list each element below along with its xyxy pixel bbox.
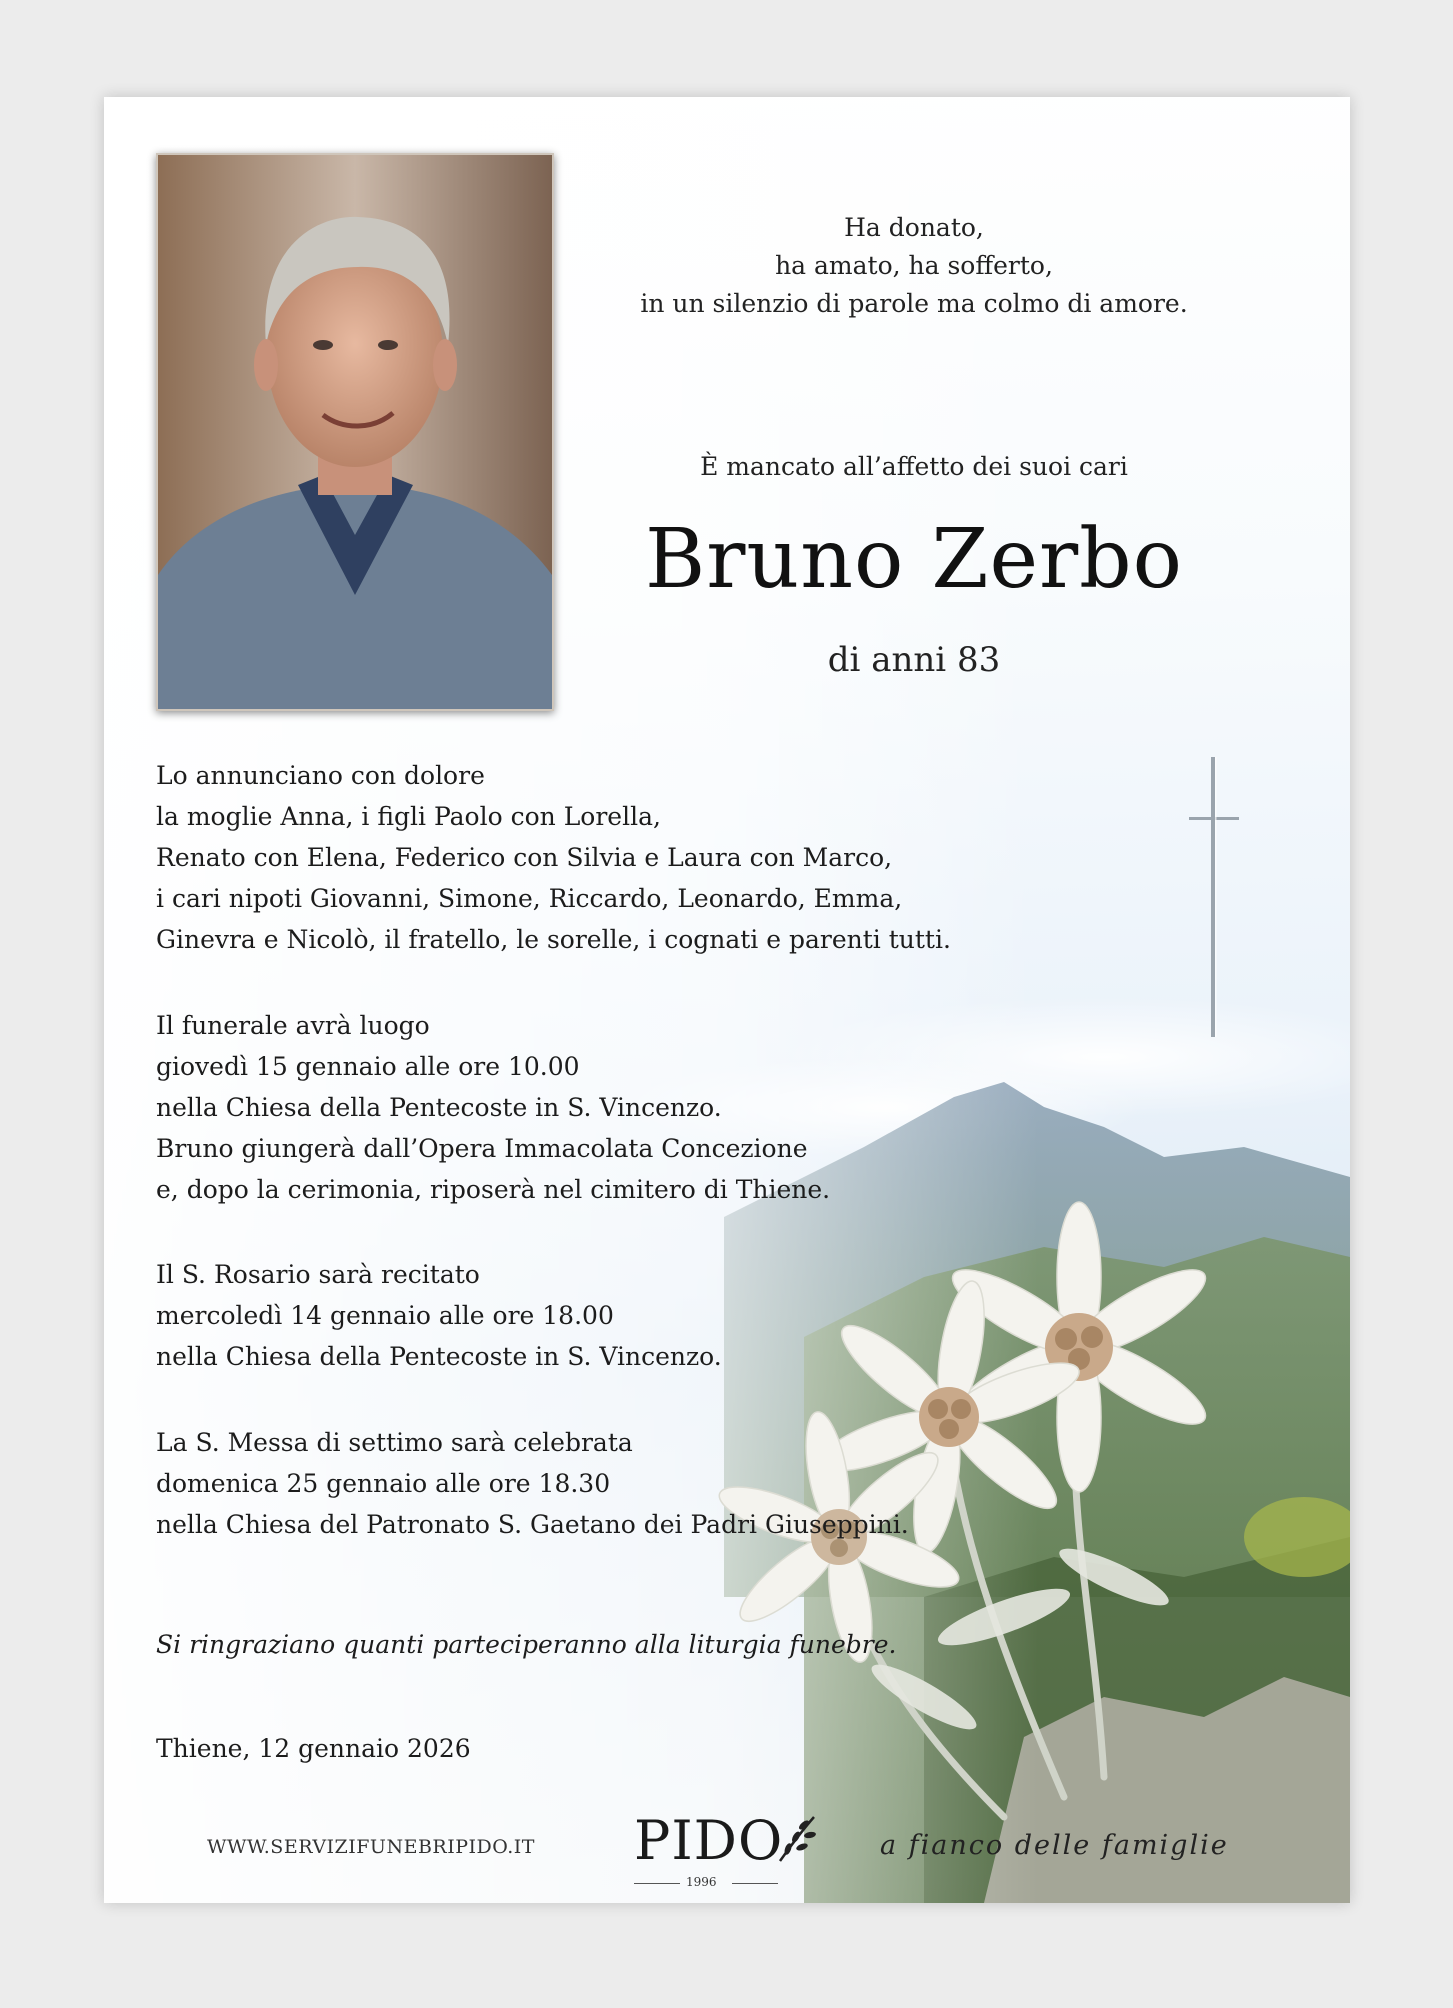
rosary-section: [156, 1254, 722, 1377]
verse-line: ha amato, ha sofferto,: [775, 251, 1053, 280]
logo-divider: [634, 1883, 680, 1884]
memorial-verse: [624, 209, 1204, 323]
funeral-line: giovedì 15 gennaio alle ore 10.00: [156, 1052, 580, 1081]
announcement-line: Renato con Elena, Federico con Silvia e Laura con Marco,: [156, 843, 893, 872]
verse-line: in un silenzio di parole ma colmo di amore.: [640, 289, 1188, 318]
funeral-line: Il funerale avrà luogo: [156, 1011, 430, 1040]
mass-section: [156, 1422, 909, 1545]
portrait-photo: [156, 153, 554, 711]
rosary-line: Il S. Rosario sarà recitato: [156, 1260, 480, 1289]
place-date: Thiene, 12 gennaio 2026: [156, 1734, 471, 1763]
website-link[interactable]: WWW.SERVIZIFUNEBRIPIDO.IT: [207, 1836, 535, 1858]
announcement-line: Ginevra e Nicolò, il fratello, le sorelle, i cognati e parenti tutti.: [156, 925, 951, 954]
rosary-line: mercoledì 14 gennaio alle ore 18.00: [156, 1301, 614, 1330]
announcement-line: i cari nipoti Giovanni, Simone, Riccardo, Leonardo, Emma,: [156, 884, 903, 913]
logo-divider: [732, 1883, 778, 1884]
obituary-card: [104, 97, 1350, 1903]
announcement-section: [156, 755, 951, 960]
mass-line: domenica 25 gennaio alle ore 18.30: [156, 1469, 611, 1498]
cross-icon: [1189, 757, 1239, 1037]
intro-text: È mancato all’affetto dei suoi cari: [700, 452, 1128, 481]
verse-line: Ha donato,: [844, 213, 984, 242]
olive-branch-icon: [774, 1811, 820, 1867]
thanks-text: Si ringraziano quanti parteciperanno alla liturgia funebre.: [156, 1630, 897, 1659]
announcement-line: la moglie Anna, i figli Paolo con Lorella,: [156, 802, 661, 831]
deceased-name: Bruno Zerbo: [644, 512, 1184, 607]
funeral-line: Bruno giungerà dall’Opera Immacolata Concezione: [156, 1134, 808, 1163]
mass-line: nella Chiesa del Patronato S. Gaetano dei Padri Giuseppini.: [156, 1510, 909, 1539]
tagline: a fianco delle famiglie: [880, 1830, 1229, 1861]
pido-logo: [634, 1809, 834, 1893]
funeral-line: nella Chiesa della Pentecoste in S. Vincenzo.: [156, 1093, 722, 1122]
deceased-age: di anni 83: [827, 640, 1001, 680]
funeral-section: [156, 1005, 830, 1210]
rosary-line: nella Chiesa della Pentecoste in S. Vincenzo.: [156, 1342, 722, 1371]
mass-line: La S. Messa di settimo sarà celebrata: [156, 1428, 633, 1457]
logo-name: PIDO: [634, 1809, 784, 1872]
logo-year: 1996: [686, 1875, 717, 1889]
funeral-line: e, dopo la cerimonia, riposerà nel cimitero di Thiene.: [156, 1175, 831, 1204]
announcement-line: Lo annunciano con dolore: [156, 761, 485, 790]
